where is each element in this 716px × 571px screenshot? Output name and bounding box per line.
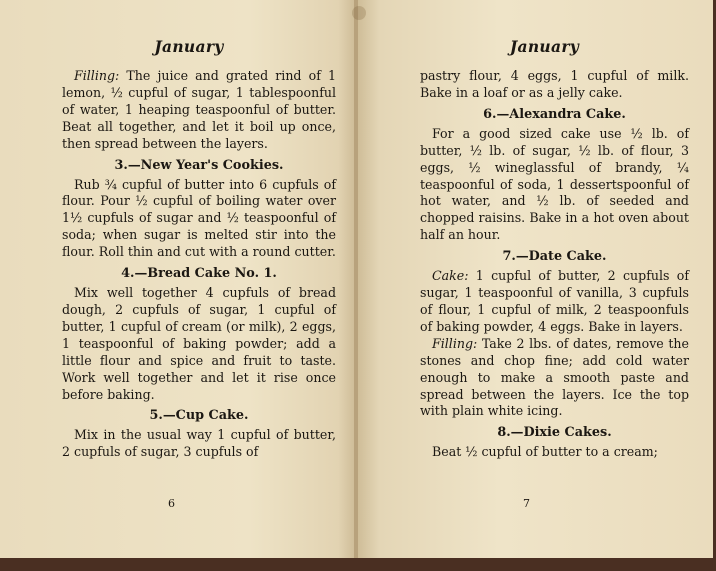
stain-mark [352,6,366,20]
filling-paragraph [62,68,336,153]
page-number: 6 [168,497,175,510]
cake-paragraph [420,268,689,336]
filling-text: The juice and grated rind of 1 lemon, ½ cupful of sugar, 1 tablespoonful of water, 1 heaping teaspoonful of butter. Beat all together, and let it boil up once, then spread between the layers. [62,68,336,151]
page-header: January [509,37,580,56]
filling-label: Filling: [432,335,478,351]
filling-paragraph [420,336,689,421]
continued-text: pastry flour, 4 eggs, 1 cupful of milk. Bake in a loaf or as a jelly cake. [420,68,689,100]
filling-label: Filling: [74,68,120,83]
filling-text: Take 2 lbs. of dates, remove the stones and chop fine; add cold water enough to make a smooth paste and spread between the layers. Ice the top with plain white icing. [420,335,689,419]
recipe-text: Mix well together 4 cupfuls of bread dough, 2 cupfuls of sugar, 1 cupful of butter, 1 cupful of cream (or milk), 2 eggs, 1 teaspoonful of baking powder; add a little flour and spice and fruit to taste. Work well together and let it rise once before baking. [62,285,336,402]
recipe-text: Beat ½ cupful of butter to a cream; [432,444,658,460]
recipe-title: 6.—Alexandra Cake. [483,106,626,122]
page-header: January [154,37,224,56]
recipe-text: Mix in the usual way 1 cupful of butter, 2 cupfuls of sugar, 3 cupfuls of [62,427,336,460]
cake-label: Cake: [432,268,469,284]
left-page [0,0,356,558]
right-page [358,0,713,558]
recipe-title: 3.—New Year's Cookies. [114,157,284,173]
recipe-text: Rub ¾ cupful of butter into 6 cupfuls of flour. Pour ½ cupful of boiling water over 1½ cupfuls of sugar and ½ teaspoonful of soda; when sugar is melted stir into the flour. Roll thin and cut with a round cutter. [62,176,336,260]
recipe-title: 5.—Cup Cake. [149,408,249,424]
cake-text: 1 cupful of butter, 2 cupfuls of sugar, 1 teaspoonful of vanilla, 3 cupfuls of flour, 1 cupful of milk, 2 teaspoonfuls of baking powder, 4 eggs. Bake in layers. [420,268,689,334]
recipe-title: 4.—Bread Cake No. 1. [121,266,277,282]
recipe-text: For a good sized cake use ½ lb. of butter, ½ lb. of sugar, ½ lb. of flour, 3 eggs, ½ wineglassful of brandy, ¼ teaspoonful of soda, 1 dessertspoonful of hot water, and ½ lb. of seeded and chopped raisins. Bake in a hot oven about half an hour. [420,125,689,243]
recipe-title: 8.—Dixie Cakes. [497,425,612,441]
recipe-title: 7.—Date Cake. [502,249,607,265]
page-number: 7 [523,497,530,510]
